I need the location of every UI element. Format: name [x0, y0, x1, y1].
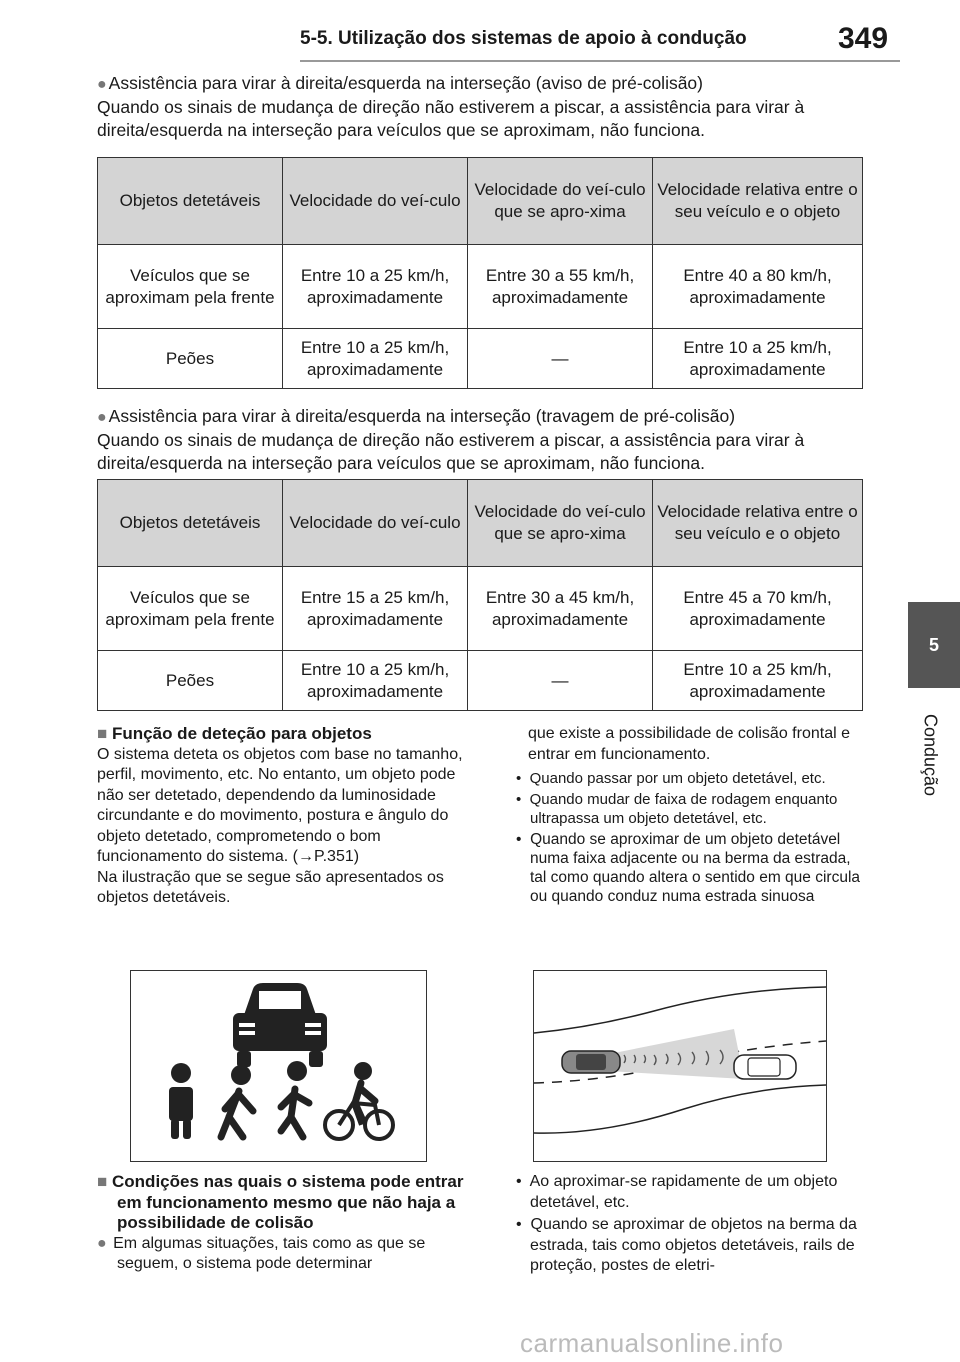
right-column	[512, 724, 864, 908]
section2-heading: Assistência para virar à direita/esquerda na interseção (travagem de pré-colisão)	[108, 406, 736, 426]
list-item: • Quando se aproximar de objetos na berma da estrada, tais como objetos detetáveis, rails de proteção, postes de eletri-	[516, 1216, 857, 1274]
table-row	[98, 245, 863, 329]
table-cell: Entre 10 a 25 km/h, aproximadamente	[283, 651, 468, 711]
road-scenario-icon	[534, 971, 826, 1161]
table-header-row	[98, 158, 863, 245]
table-cell: Entre 10 a 25 km/h, aproximadamente	[653, 329, 863, 389]
section1	[97, 72, 867, 142]
header-cell: Objetos detetáveis	[98, 480, 283, 567]
bullet-icon: ●	[97, 409, 107, 426]
chapter-label-text: Condução	[920, 713, 941, 797]
detection-text: O sistema deteta os objetos com base no tamanho, perfil, movimento, etc. No entanto, um objeto pode não ser detetado, dependendo da luminosidade circundante e do movimento, postura e ângulo do objeto detetado, comprometendo o bom funcionamento do sistema. (→P.351)	[97, 745, 463, 865]
car-and-pedestrians-icon	[131, 971, 426, 1161]
conditions-title: ■ Condições nas quais o sistema pode entrar em funcionamento mesmo que não haja a possibilidade de colisão	[97, 1172, 464, 1232]
right-col-list	[512, 769, 864, 906]
detection-title: ■ Função de deteção para objetos	[97, 724, 372, 743]
header-cell: Velocidade do veí-culo	[283, 480, 468, 567]
table-cell: Entre 10 a 25 km/h, aproximadamente	[283, 245, 468, 329]
table-cell: Veículos que se aproximam pela frente	[98, 245, 283, 329]
list-item: • Quando passar por um objeto detetável, etc.	[516, 770, 826, 787]
page-number: 349	[838, 22, 889, 55]
section2	[97, 405, 867, 475]
table-row	[98, 567, 863, 651]
bullet-icon: ●	[97, 1234, 107, 1252]
table-cell: Veículos que se aproximam pela frente	[98, 567, 283, 651]
table-cell: Entre 30 a 45 km/h, aproximadamente	[468, 567, 653, 651]
table-header-row	[98, 480, 863, 567]
table-cell: Peões	[98, 651, 283, 711]
target-car-icon	[734, 1055, 796, 1079]
table-row	[98, 329, 863, 389]
table-cell: Entre 45 a 70 km/h, aproximadamente	[653, 567, 863, 651]
section2-text: Quando os sinais de mudança de direção não estiverem a piscar, a assistência para virar à direita/esquerda na interseção para veículos que se aproximam, não funciona.	[97, 430, 805, 473]
table-cell: Entre 10 a 25 km/h, aproximadamente	[653, 651, 863, 711]
square-icon: ■	[97, 724, 108, 743]
watermark: carmanualsonline.info	[520, 1328, 784, 1358]
table-cell: Peões	[98, 329, 283, 389]
right-col2-list	[512, 1172, 864, 1277]
table-cell: —	[468, 651, 653, 711]
header-title: 5-5. Utilização dos sistemas de apoio à condução	[300, 28, 747, 49]
header-divider	[300, 60, 900, 62]
header-cell: Velocidade do veí-culo	[283, 158, 468, 245]
header-cell: Velocidade do veí-culo que se apro-xima	[468, 480, 653, 567]
section1-text: Quando os sinais de mudança de direção não estiverem a piscar, a assistência para virar à direita/esquerda na interseção para veículos que se aproximam, não funciona.	[97, 97, 805, 140]
header-cell: Velocidade relativa entre o seu veículo e o objeto	[653, 480, 863, 567]
detectable-objects-illustration	[130, 970, 427, 1162]
list-item: • Quando mudar de faixa de rodagem enquanto ultrapassa um objeto detetável, etc.	[516, 791, 838, 827]
speed-table-braking	[97, 479, 863, 711]
header-cell: Velocidade relativa entre o seu veículo e o objeto	[653, 158, 863, 245]
table-cell: Entre 30 a 55 km/h, aproximadamente	[468, 245, 653, 329]
header-cell: Objetos detetáveis	[98, 158, 283, 245]
right-col-continuation: que existe a possibilidade de colisão frontal e entrar em funcionamento.	[528, 725, 850, 763]
lane-change-illustration	[533, 970, 827, 1162]
speed-table-warning	[97, 157, 863, 389]
table-cell: —	[468, 329, 653, 389]
chapter-tab[interactable]: 5	[908, 602, 960, 688]
conditions-text: ● Em algumas situações, tais como as que se seguem, o sistema pode determinar	[97, 1234, 426, 1272]
table-cell: Entre 15 a 25 km/h, aproximadamente	[283, 567, 468, 651]
list-item: • Quando se aproximar de um objeto detetável numa faixa adjacente ou na berma da estrada, tal como quando altera o sentido em que circula ou quando conduz numa estrada sinuosa	[516, 831, 861, 905]
detection-text2: Na ilustração que se segue são apresentados os objetos detetáveis.	[97, 868, 444, 906]
table-cell: Entre 40 a 80 km/h, aproximadamente	[653, 245, 863, 329]
chapter-label	[910, 700, 950, 810]
table-row	[98, 651, 863, 711]
right-column-bottom	[512, 1172, 864, 1279]
header-cell: Velocidade do veí-culo que se apro-xima	[468, 158, 653, 245]
section1-heading: Assistência para virar à direita/esquerda na interseção (aviso de pré-colisão)	[108, 73, 703, 93]
conditions-section	[97, 1172, 469, 1275]
detection-section	[97, 724, 469, 909]
own-car-icon	[562, 1051, 620, 1073]
bullet-icon: ●	[97, 76, 107, 93]
square-icon: ■	[97, 1172, 108, 1191]
table-cell: Entre 10 a 25 km/h, aproximadamente	[283, 329, 468, 389]
list-item: • Ao aproximar-se rapidamente de um objeto detetável, etc.	[516, 1173, 838, 1211]
